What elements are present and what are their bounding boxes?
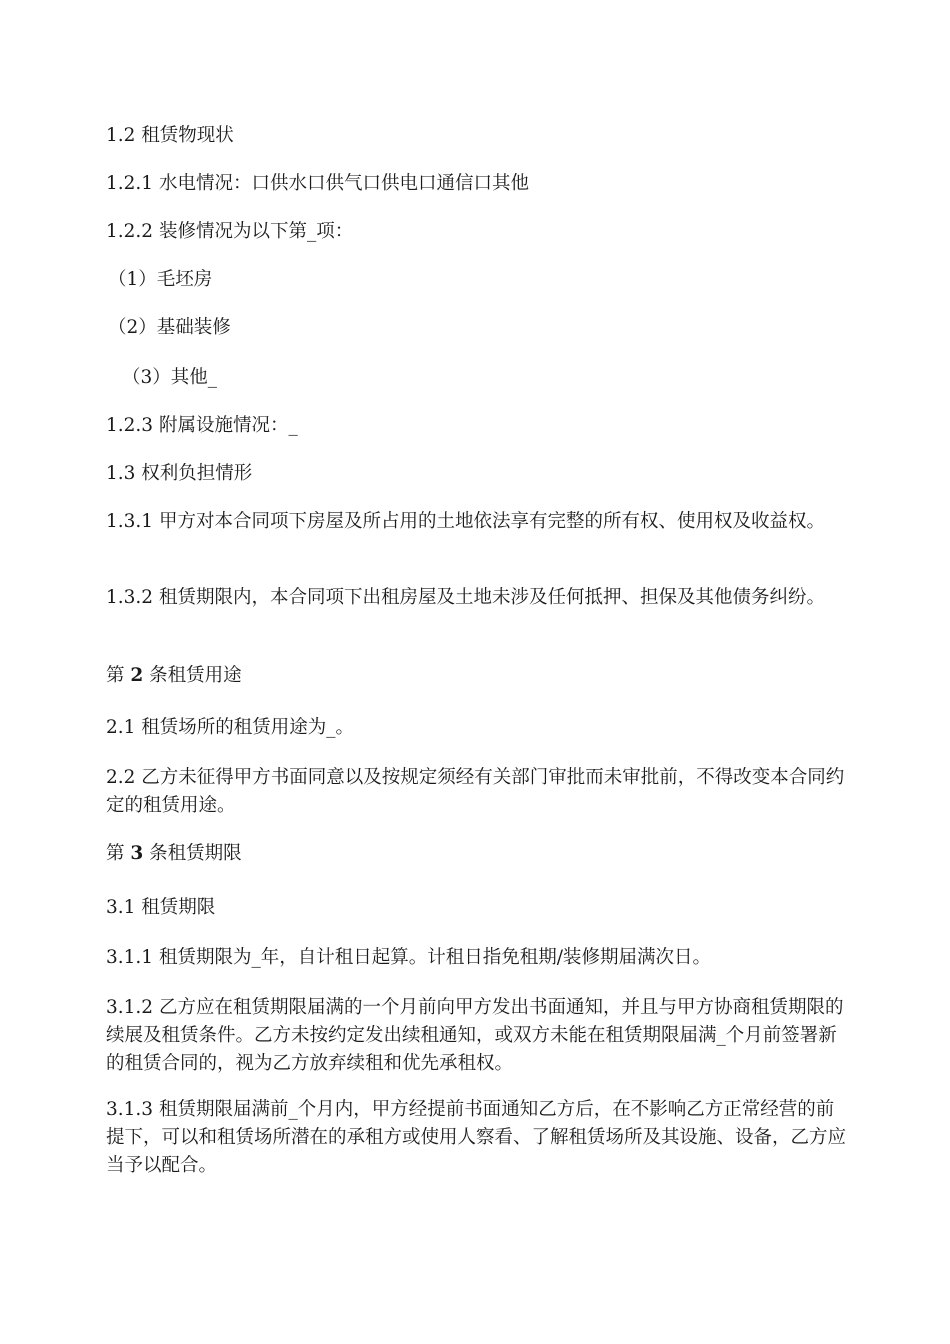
option-1: （1）毛坯房	[108, 269, 213, 290]
section-heading-3-1: 3.1 租赁期限	[106, 897, 216, 918]
article-2-title: 条租赁用途	[143, 665, 242, 686]
clause-3-1-1: 3.1.1 租赁期限为_年，自计租日起算。计租日指免租期/装修期届满次日。	[106, 947, 711, 968]
article-3-number: 3	[130, 843, 144, 864]
clause-2-1: 2.1 租赁场所的租赁用途为_。	[106, 717, 355, 738]
article-heading-2	[106, 662, 848, 690]
clause-1-2-3: 1.2.3 附属设施情况：_	[106, 415, 298, 436]
clause-3-1-2: 3.1.2 乙方应在租赁期限届满的一个月前向甲方发出书面通知，并且与甲方协商租赁期限的续展及租赁条件。乙方未按约定发出续租通知，或双方未能在租赁期限届满_个月前签署新的租赁合同的，视为乙方放弃续租和优先承租权。	[106, 997, 844, 1074]
section-heading-1-2: 1.2 租赁物现状	[106, 125, 234, 146]
clause-2-2: 2.2 乙方未征得甲方书面同意以及按规定须经有关部门审批而未审批前，不得改变本合同约定的租赁用途。	[106, 767, 845, 816]
article-heading-3	[106, 840, 848, 868]
clause-1-2-1: 1.2.1 水电情况：口供水口供气口供电口通信口其他	[106, 173, 529, 194]
clause-1-3-2: 1.3.2 租赁期限内，本合同项下出租房屋及土地未涉及任何抵押、担保及其他债务纠纷。	[106, 587, 825, 608]
article-3-prefix: 第	[106, 843, 131, 864]
article-2-prefix: 第	[106, 665, 131, 686]
section-heading-1-3: 1.3 权利负担情形	[106, 463, 253, 484]
clause-3-1-3: 3.1.3 租赁期限届满前_个月内，甲方经提前书面通知乙方后，在不影响乙方正常经营的前提下，可以和租赁场所潜在的承租方或使用人察看、了解租赁场所及其设施、设备，乙方应当予以配合。	[106, 1099, 847, 1176]
clause-1-3-1: 1.3.1 甲方对本合同项下房屋及所占用的土地依法享有完整的所有权、使用权及收益权。	[106, 511, 825, 532]
article-3-title: 条租赁期限	[143, 843, 242, 864]
article-2-number: 2	[130, 665, 144, 686]
clause-1-2-2: 1.2.2 装修情况为以下第_项：	[106, 221, 354, 242]
option-3: （3）其他_	[122, 367, 218, 388]
option-2: （2）基础装修	[108, 317, 231, 338]
